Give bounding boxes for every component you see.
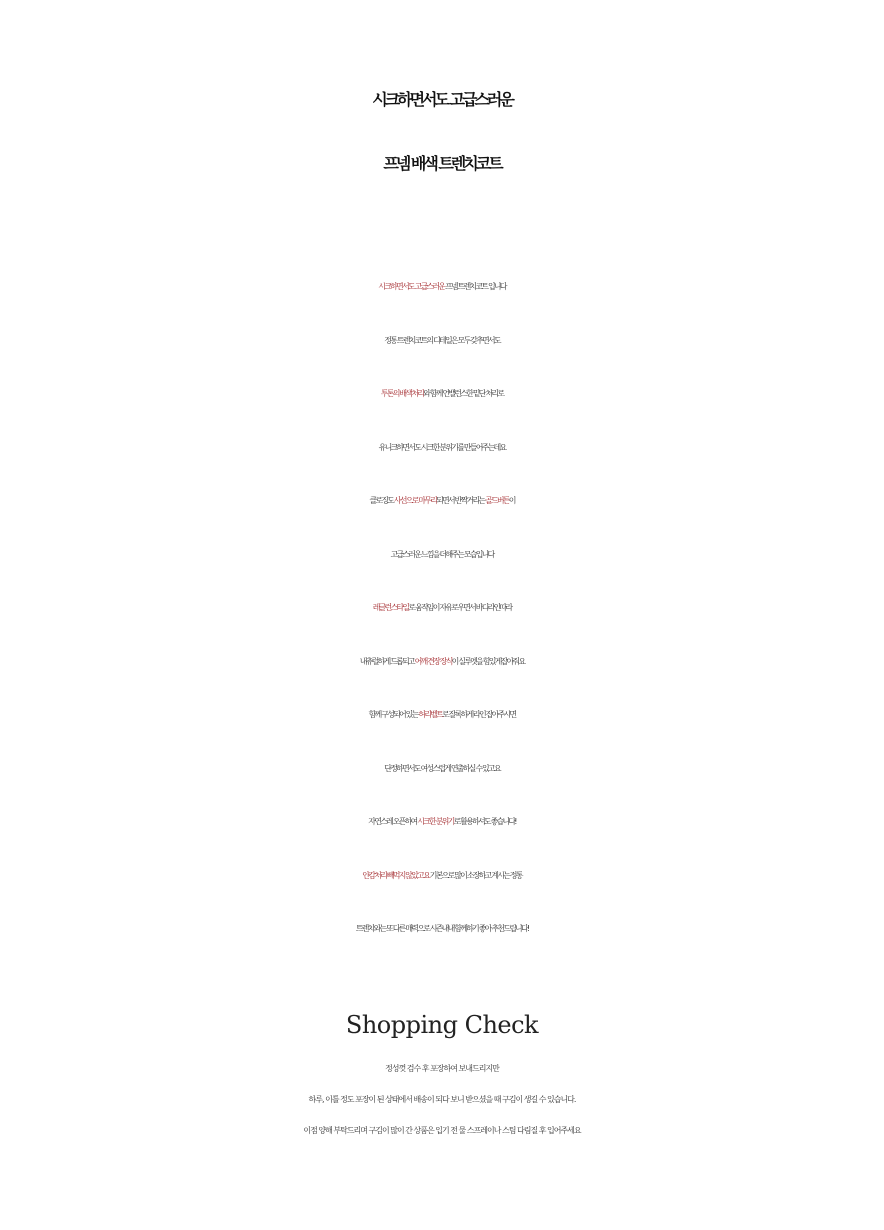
headline-line-2: 프넴 배색 트렌치코트: [383, 154, 501, 173]
description-text: 이: [508, 496, 515, 505]
description-line: [0, 474, 884, 528]
product-description: [0, 260, 884, 956]
description-text: 단정하면서도 여성스럽게 연출하실 수 있고요: [384, 763, 500, 773]
description-line: [0, 528, 884, 582]
highlight-text: 안감처리 빼먹지 않았고요: [362, 870, 430, 880]
description-line: [0, 421, 884, 475]
highlight-text: 투톤의 배색처리: [380, 389, 424, 398]
description-line: [0, 688, 884, 742]
description-text: 정통 트렌치코트의 디테일은 모두 갖추면서도: [384, 335, 500, 345]
description-text: 프넴 트렌치코트 입니다: [444, 282, 506, 291]
highlight-text: 허리벨트: [418, 710, 442, 719]
highlight-text: 시크하면서도 고급스러운: [378, 282, 445, 291]
description-text: 되면서 반짝거리는: [436, 496, 485, 505]
description-line: [0, 742, 884, 796]
description-text: 기본으로 많이 소장하고 계시는 정통: [429, 870, 522, 880]
description-text: 트렌치와는 또 다른 매력으로 시즌내내 함께하기 좋아 추천드립니다!: [355, 924, 529, 933]
description-line: [0, 902, 884, 956]
highlight-text: 레글런스타일: [372, 603, 409, 612]
description-text: 고급스러운 느낌을 더해주는 모습입니다: [390, 549, 494, 559]
highlight-text: 골드버튼: [484, 496, 509, 505]
description-line: [0, 367, 884, 421]
description-line: [0, 314, 884, 368]
shopping-check-notice: [0, 1053, 884, 1146]
headline-line-1: 시크하면서도 고급스러운: [372, 90, 512, 109]
notice-line: 하루, 이틀 정도 포장이 된 상태에서 배송이 되다 보니 받으셨을 때 구김이 생길 수 있습니다.: [308, 1095, 576, 1104]
description-line: [0, 849, 884, 903]
description-line: [0, 795, 884, 849]
highlight-text: 시크한 분위기: [417, 817, 454, 826]
notice-line: 정성껏 검수 후 포장하여 보내드리지만: [385, 1064, 499, 1073]
description-text: 클로징도: [369, 496, 394, 505]
highlight-text: 어깨 견장 장식: [414, 656, 452, 666]
description-line: [0, 260, 884, 314]
description-text: 로 움직임이 자유로우면서 바디라인따라: [408, 603, 512, 612]
description-line: [0, 581, 884, 635]
description-text: 로 잘록하게 라인 잡아주시면: [442, 710, 516, 719]
shopping-check-title: Shopping Check: [345, 1011, 539, 1039]
description-text: 이 실루엣을 힘있게잡아줘요: [451, 656, 525, 666]
description-line: [0, 635, 884, 689]
description-text: 로 활용하셔도 좋습니다!: [453, 817, 516, 826]
description-text: 와 함께 언밸런스한 밑단 처리로: [423, 389, 504, 398]
notice-line: 이점 양해 부탁드리며 구김이 많이 간 상품은 입기 전 물 스프레이나 스팀 다림질 후 입어주세요: [303, 1126, 581, 1135]
description-text: 자연스레 오픈하여: [368, 817, 418, 826]
highlight-text: 사선으로 마무리: [393, 496, 437, 505]
description-text: 내츄럴하게 드롭되고: [359, 656, 415, 666]
description-text: 유니크하면서도 시크한 분위기를 만들어주는데요: [378, 442, 506, 452]
description-text: 함께 구성되어 있는: [368, 710, 419, 719]
